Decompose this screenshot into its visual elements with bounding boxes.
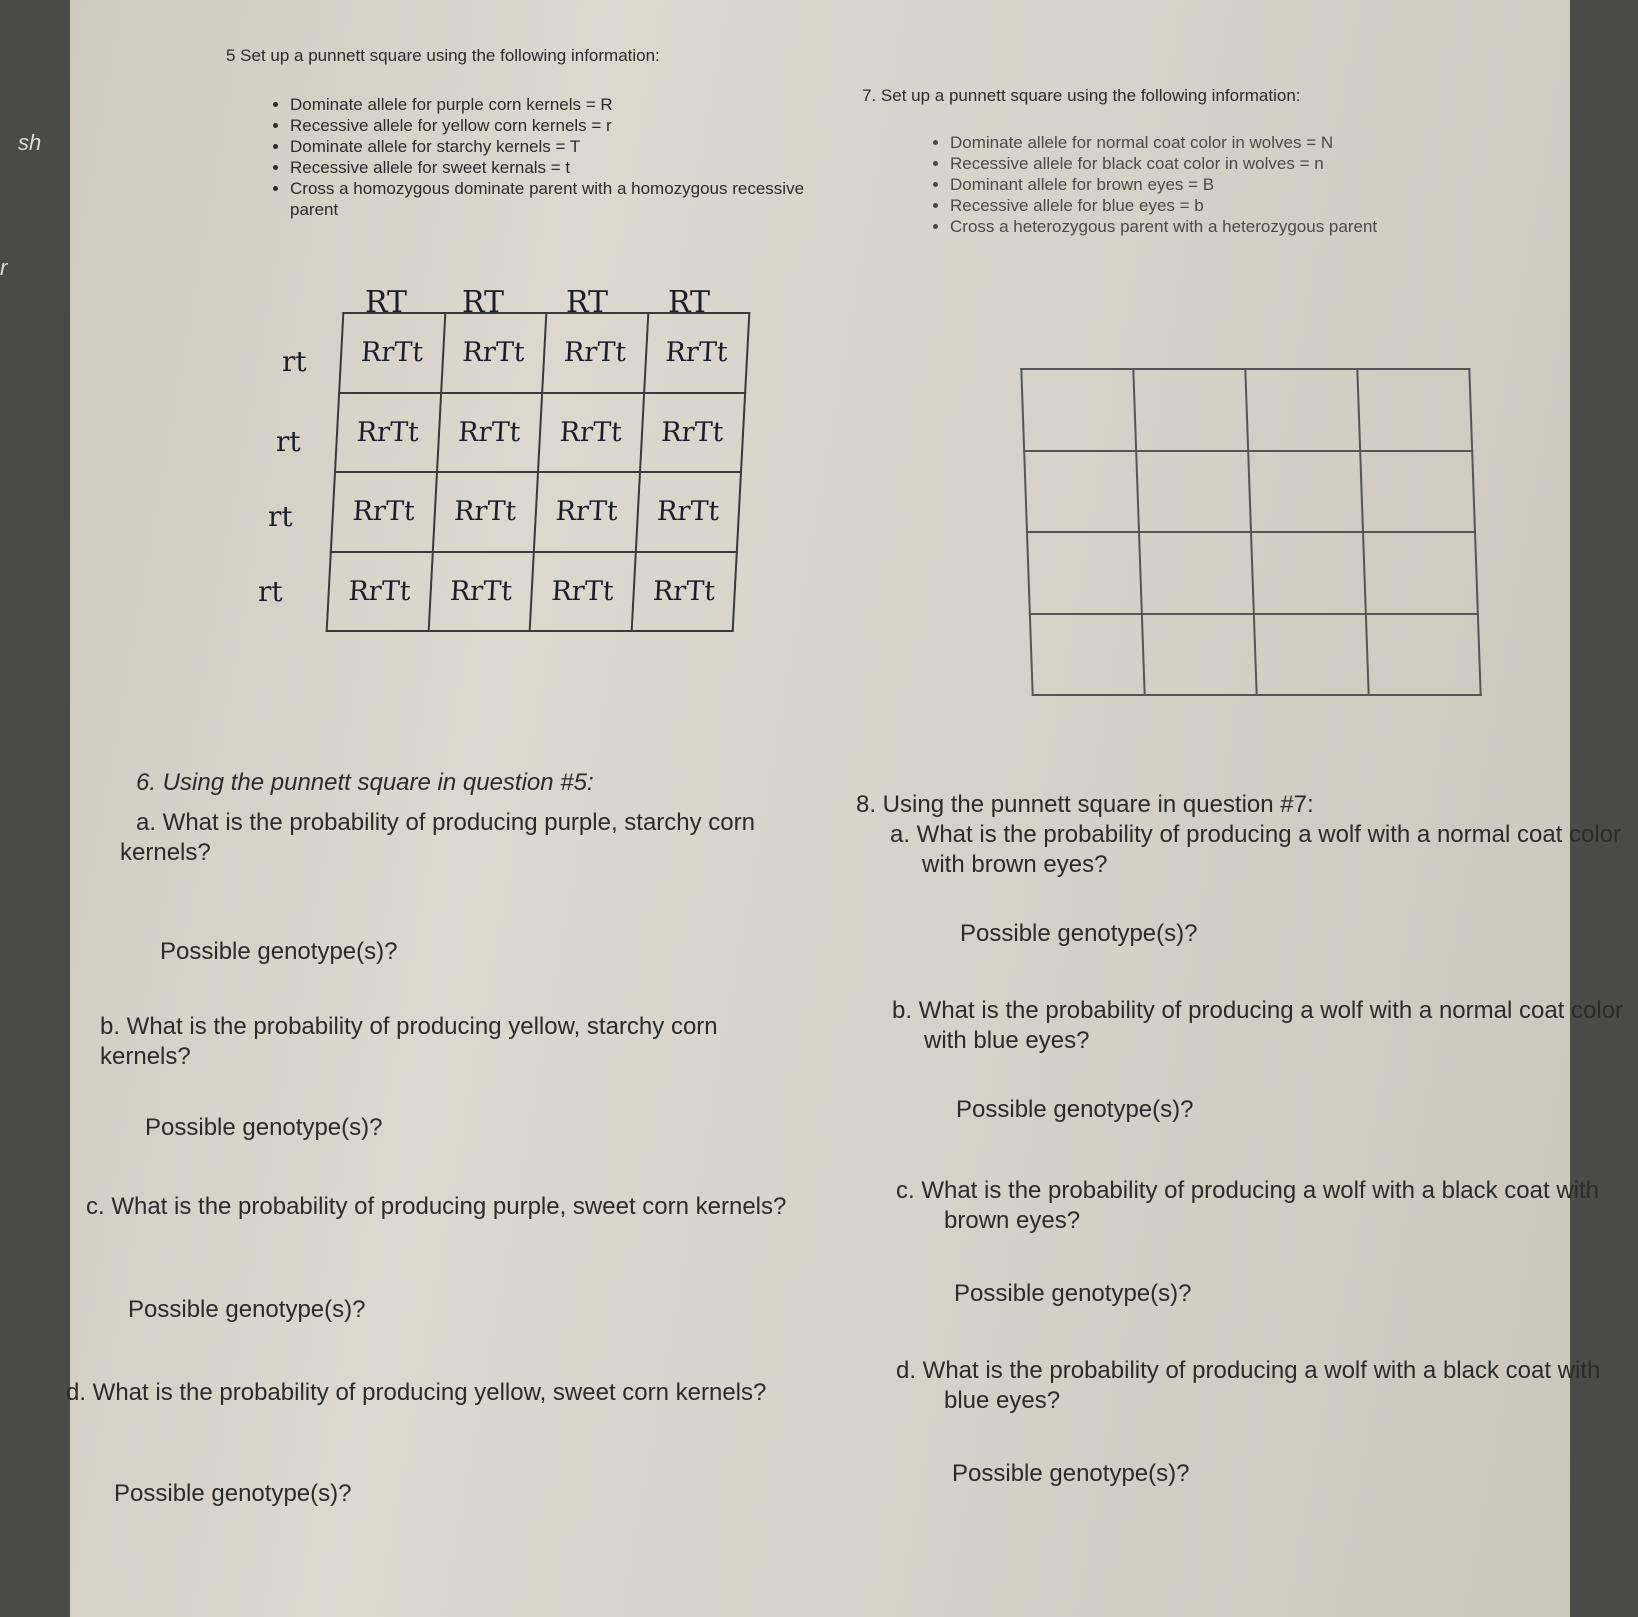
q7-bullets xyxy=(930,132,1510,237)
q7-bullet: • Recessive allele for blue eyes = b xyxy=(950,195,1510,216)
p5-cell: RrTt xyxy=(331,472,437,552)
p7-cell[interactable] xyxy=(1133,369,1248,451)
punnett-square-q7 xyxy=(1020,368,1481,696)
p7-cell[interactable] xyxy=(1357,369,1472,451)
p5-cell: RrTt xyxy=(631,552,737,632)
p5-cell: RrTt xyxy=(635,472,741,552)
q6-b-genotype: Possible genotype(s)? xyxy=(145,1114,383,1141)
p7-cell[interactable] xyxy=(1360,451,1475,533)
p7-cell[interactable] xyxy=(1142,614,1257,696)
q7-bullet: • Recessive allele for black coat color in wolves = n xyxy=(950,153,1510,174)
q6-c-genotype: Possible genotype(s)? xyxy=(128,1296,366,1323)
q8-d-genotype: Possible genotype(s)? xyxy=(952,1460,1190,1487)
p5-cell: RrTt xyxy=(432,472,538,552)
q6-b-question: b. What is the probability of producing yellow, starchy corn kernels? xyxy=(100,1013,718,1070)
punnett-square-q5 xyxy=(326,312,751,632)
q6-d-question: d. What is the probability of producing yellow, sweet corn kernels? xyxy=(66,1379,767,1406)
p5-cell: RrTt xyxy=(327,552,433,632)
p5-cell: RrTt xyxy=(437,393,543,473)
p5-cell: RrTt xyxy=(441,313,547,393)
q6-a-genotype: Possible genotype(s)? xyxy=(160,938,398,965)
q5-bullet: • Recessive allele for sweet kernals = t xyxy=(290,157,810,178)
p5-cell: RrTt xyxy=(335,393,441,473)
q5-bullet: • Recessive allele for yellow corn kernels = r xyxy=(290,115,810,136)
p7-cell[interactable] xyxy=(1363,532,1478,614)
p5-top-header: RT xyxy=(668,285,711,320)
q8-c-genotype: Possible genotype(s)? xyxy=(954,1280,1192,1307)
p7-cell[interactable] xyxy=(1366,614,1481,696)
q7-bullet: • Cross a heterozygous parent with a heterozygous parent xyxy=(950,216,1510,237)
p5-top-header: RT xyxy=(365,285,408,320)
q8-title: 8. Using the punnett square in question #7: xyxy=(856,791,1314,818)
p5-cell: RrTt xyxy=(339,313,445,393)
p5-top-header: RT xyxy=(566,285,609,320)
q6-d-genotype: Possible genotype(s)? xyxy=(114,1480,352,1507)
q8-a-question: a. What is the probability of producing a wolf with a normal coat color with brown eyes? xyxy=(890,821,1622,878)
q7-bullet: • Dominant allele for brown eyes = B xyxy=(950,174,1510,195)
p5-side-header: rt xyxy=(258,575,283,608)
p7-cell[interactable] xyxy=(1030,614,1145,696)
p5-side-header: rt xyxy=(268,500,293,533)
p5-side-header: rt xyxy=(276,425,301,458)
q5-bullet: • Cross a homozygous dominate parent with a homozygous recessive parent xyxy=(290,178,810,220)
p5-cell: RrTt xyxy=(534,472,640,552)
p7-cell[interactable] xyxy=(1021,369,1136,451)
q5-bullet: • Dominate allele for starchy kernels = T xyxy=(290,136,810,157)
p7-cell[interactable] xyxy=(1248,451,1363,533)
p7-cell[interactable] xyxy=(1139,532,1254,614)
q6-title: 6. Using the punnett square in question #5: xyxy=(136,769,594,796)
p5-cell: RrTt xyxy=(538,393,644,473)
p5-cell: RrTt xyxy=(428,552,534,632)
p5-side-header: rt xyxy=(282,345,307,378)
desk-fragment-sh: sh xyxy=(18,130,42,155)
q8-b-genotype: Possible genotype(s)? xyxy=(956,1096,1194,1123)
desk-fragment-r: r xyxy=(0,255,8,280)
q7-bullet: • Dominate allele for normal coat color in wolves = N xyxy=(950,132,1510,153)
p5-cell: RrTt xyxy=(640,393,746,473)
p7-cell[interactable] xyxy=(1136,451,1251,533)
p7-cell[interactable] xyxy=(1027,532,1142,614)
p7-cell[interactable] xyxy=(1024,451,1139,533)
q8-d-question: d. What is the probability of producing a wolf with a black coat with blue eyes? xyxy=(896,1357,1601,1414)
p7-cell[interactable] xyxy=(1251,532,1366,614)
q5-bullet: • Dominate allele for purple corn kernels = R xyxy=(290,94,810,115)
q5-bullets xyxy=(270,94,810,220)
q8-b-question: b. What is the probability of producing a wolf with a normal coat color with blue eyes? xyxy=(892,997,1624,1054)
p5-top-header: RT xyxy=(462,285,505,320)
p5-cell: RrTt xyxy=(530,552,636,632)
q8-a-genotype: Possible genotype(s)? xyxy=(960,920,1198,947)
q8-c-question: c. What is the probability of producing a wolf with a black coat with brown eyes? xyxy=(896,1177,1600,1234)
q6-a-question: a. What is the probability of producing purple, starchy corn kernels? xyxy=(120,809,755,866)
p7-cell[interactable] xyxy=(1245,369,1360,451)
q5-title: 5 Set up a punnett square using the following information: xyxy=(226,46,660,65)
p7-cell[interactable] xyxy=(1254,614,1369,696)
q6-c-question: c. What is the probability of producing purple, sweet corn kernels? xyxy=(86,1193,787,1220)
p5-cell: RrTt xyxy=(542,313,648,393)
p5-cell: RrTt xyxy=(644,313,750,393)
q7-title: 7. Set up a punnett square using the following information: xyxy=(862,86,1301,105)
